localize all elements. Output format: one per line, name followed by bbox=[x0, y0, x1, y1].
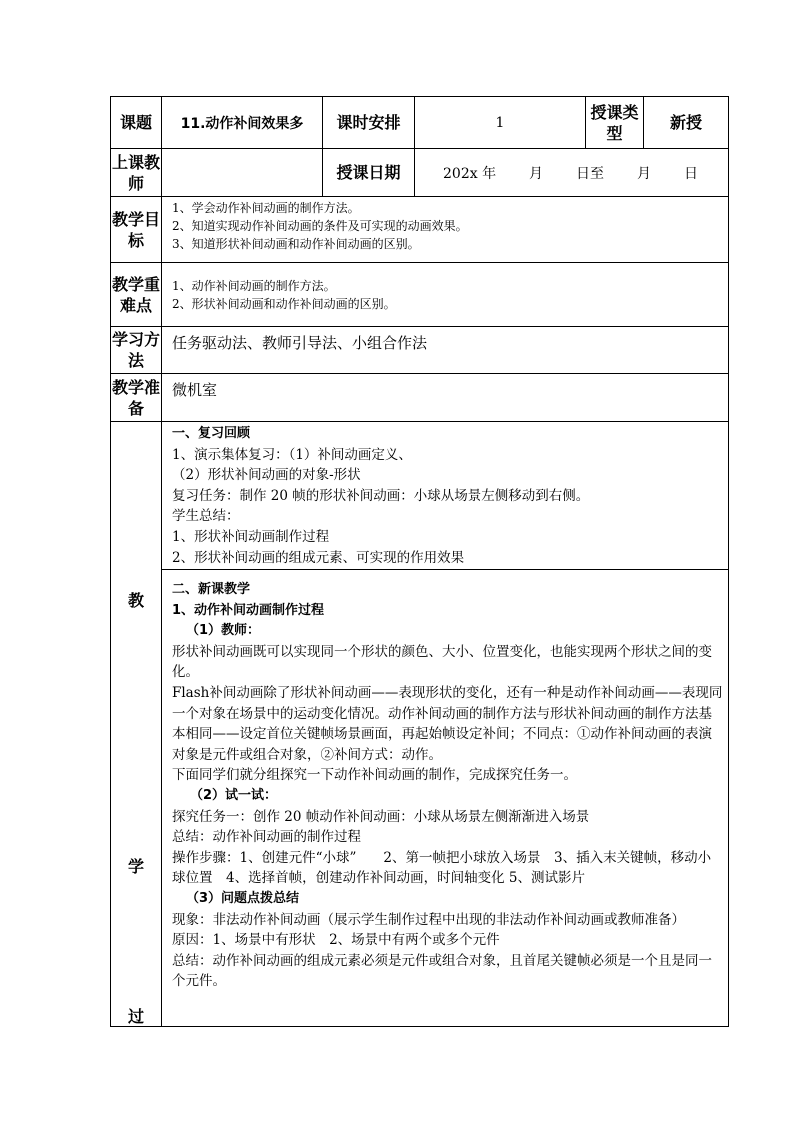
goals-label: 教学目标 bbox=[111, 197, 162, 263]
methods-value: 任务驱动法、教师引导法、小组合作法 bbox=[162, 327, 729, 374]
review-line: 复习任务：制作 20 帧的形状补间动画：小球从场景左侧移动到右侧。 bbox=[172, 487, 590, 504]
review-section bbox=[162, 422, 729, 570]
methods-label: 学习方法 bbox=[111, 327, 162, 374]
schedule-label: 课时安排 bbox=[323, 97, 415, 149]
topic-value: 11.动作补间效果多 bbox=[162, 97, 323, 149]
schedule-value: 1 bbox=[415, 97, 586, 149]
preparation-label: 教学准备 bbox=[111, 374, 162, 422]
topic-label: 课题 bbox=[111, 97, 162, 149]
row-goals bbox=[111, 197, 729, 263]
row-preparation bbox=[111, 374, 729, 422]
new-sub-heading: 1、动作补间动画制作过程 bbox=[172, 602, 325, 618]
goal-item: 2、知道实现动作补间动画的条件及可实现的动画效果。 bbox=[172, 219, 468, 233]
goal-item: 3、知道形状补间动画和动作补间动画的区别。 bbox=[172, 237, 420, 251]
key-points-label: 教学重难点 bbox=[111, 263, 162, 327]
preparation-value: 微机室 bbox=[162, 374, 729, 422]
task-line: 探究任务一：创作 20 帧动作补间动画：小球从场景左侧渐渐进入场景 bbox=[172, 808, 590, 825]
date-month-start: 月 bbox=[529, 165, 544, 182]
type-value: 新授 bbox=[644, 97, 729, 149]
date-day-start: 日至 bbox=[576, 165, 605, 182]
summary-line: 总结：动作补间动画的组成元素必须是元件或组合对象，且首尾关键帧必须是一个且是同一个元件。 bbox=[172, 952, 712, 990]
goals-list bbox=[162, 197, 729, 263]
paragraph: Flash补间动画除了形状补间动画——表现形状的变化，还有一种是动作补间动画——表现同一个对象在场景中的运动变化情况。动作补间动画的制作方法与形状补间动画的制作方法基本相同——设定首位关键帧场景画面，再起始帧设定补间；不同点：①动作补间动画的表演对象是元件或组合对象，②补间方式：动作。 bbox=[172, 684, 723, 763]
date-month-end: 月 bbox=[636, 165, 651, 182]
review-line: 学生总结： bbox=[172, 508, 240, 525]
review-line: （2）形状补间动画的对象-形状 bbox=[172, 467, 361, 484]
row-key-points bbox=[111, 263, 729, 327]
issue-heading: （3）问题点拨总结 bbox=[186, 890, 300, 906]
paragraph: 下面同学们就分组探究一下动作补间动画的制作，完成探究任务一。 bbox=[172, 767, 577, 784]
lesson-plan-table bbox=[110, 96, 728, 1027]
row-review bbox=[111, 422, 729, 570]
phenomenon-line: 现象：非法动作补间动画（展示学生制作过程中出现的非法动作补间动画或教师准备） bbox=[172, 911, 685, 928]
process-side-label bbox=[111, 422, 162, 1027]
teacher-heading: （1）教师： bbox=[186, 623, 261, 639]
reason-line: 原因：1、场景中有形状 2、场景中有两个或多个元件 bbox=[172, 932, 500, 949]
side-char-xue: 学 bbox=[127, 857, 144, 876]
side-char-jiao: 教 bbox=[127, 591, 144, 610]
steps-line: 操作步骤：1、创建元件“小球” 2、第一帧把小球放入场景 3、插入末关键帧，移动小球位置 4、选择首帧，创建动作补间动画，时间轴变化 5、测试影片 bbox=[172, 849, 712, 887]
date-label: 授课日期 bbox=[323, 149, 415, 197]
teacher-label: 上课教师 bbox=[111, 149, 162, 197]
review-line: 1、形状补间动画制作过程 bbox=[172, 528, 330, 545]
paragraph: 形状补间动画既可以实现同一个形状的颜色、大小、位置变化，也能实现两个形状之间的变化。 bbox=[172, 643, 712, 681]
type-label: 授课类型 bbox=[586, 97, 644, 149]
key-point-item: 1、动作补间动画的制作方法。 bbox=[172, 279, 336, 293]
summary-line: 总结：动作补间动画的制作过程 bbox=[172, 829, 361, 846]
review-line: 2、形状补间动画的组成元素、可实现的作用效果 bbox=[172, 549, 465, 566]
date-value bbox=[415, 149, 729, 197]
review-line: 1、演示集体复习：（1）补间动画定义、 bbox=[172, 446, 412, 463]
date-day-end: 日 bbox=[683, 165, 698, 182]
key-points-list bbox=[162, 263, 729, 327]
teacher-value bbox=[162, 149, 323, 197]
new-lesson-section bbox=[162, 570, 729, 1027]
row-topic bbox=[111, 97, 729, 149]
review-heading: 一、复习回顾 bbox=[172, 426, 251, 441]
date-year: 202x 年 bbox=[443, 165, 497, 182]
try-heading: （2）试一试： bbox=[190, 787, 278, 803]
row-methods bbox=[111, 327, 729, 374]
goal-item: 1、学会动作补间动画的制作方法。 bbox=[172, 201, 360, 215]
new-heading: 二、新课教学 bbox=[172, 582, 251, 597]
row-new-lesson bbox=[111, 570, 729, 1027]
side-char-guo: 过 bbox=[127, 1007, 144, 1026]
key-point-item: 2、形状补间动画和动作补间动画的区别。 bbox=[172, 297, 396, 311]
row-teacher bbox=[111, 149, 729, 197]
